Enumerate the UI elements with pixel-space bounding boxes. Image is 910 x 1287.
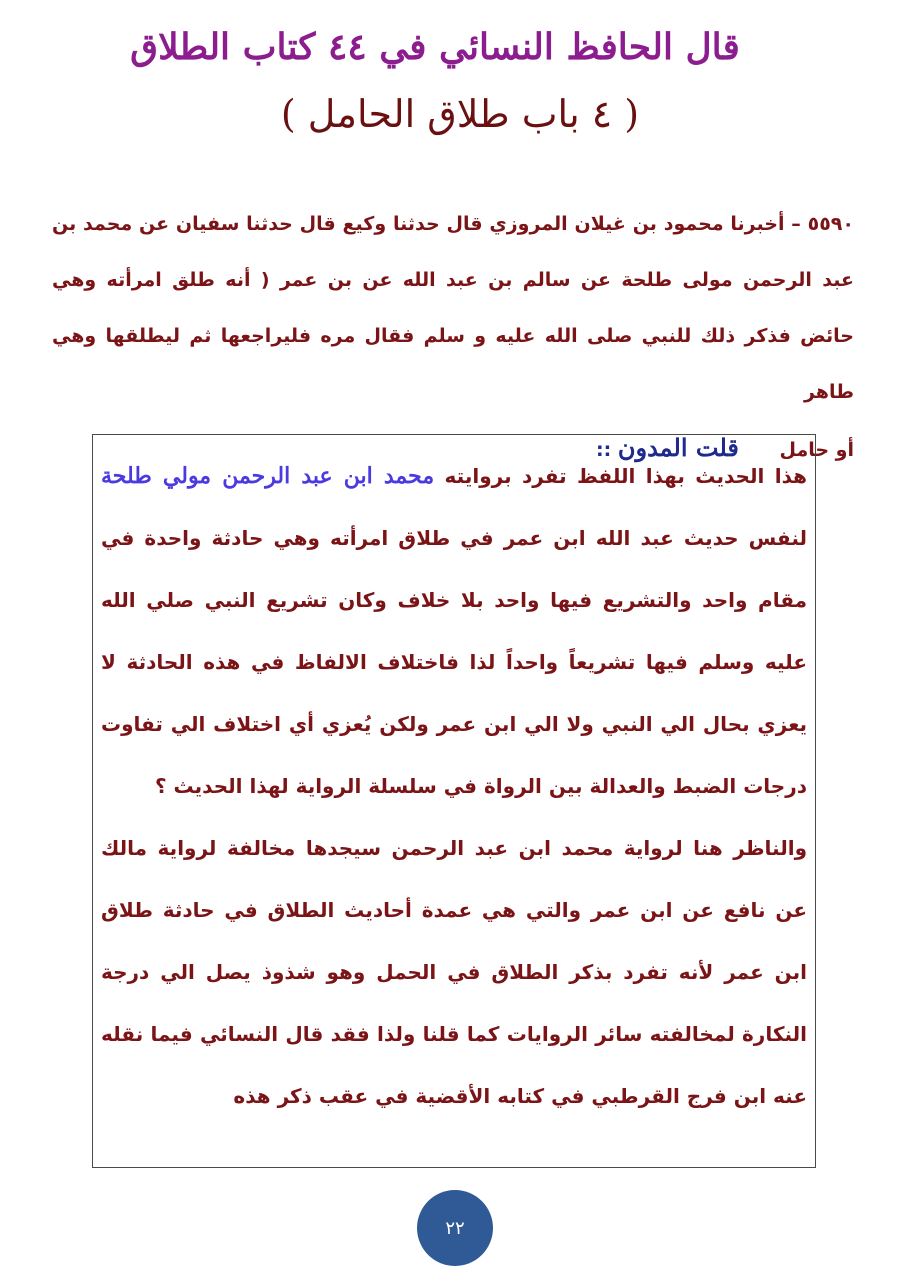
- commentary-p1-rest: لنفس حديث عبد الله ابن عمر في طلاق امرأته وهي حادثة واحدة في مقام واحد والتشريع فيها واحد بلا خلاف وكان تشريع النبي صلي الله عليه وسلم فيها تشريعاً واحداً لذا فاختلاف الالفاظ في هذه الحادثة لا يعزي بحال الي النبي ولا الي ابن عمر ولكن يُعزي أي اختلاف الي تفاوت درجات الضبط والعدالة بين الرواة في سلسلة الرواية لهذا الحديث ؟: [101, 526, 807, 798]
- note-marks: ::: [596, 439, 612, 461]
- hadith-number: ٥٥٩٠ –: [791, 213, 854, 235]
- commentary-text: [101, 445, 807, 1127]
- page-number-badge: [417, 1190, 493, 1266]
- commentary-paragraph-1: [101, 445, 807, 817]
- narrator-highlight: محمد ابن عبد الرحمن مولي طلحة: [101, 463, 435, 489]
- page-title: قال الحافظ النسائي في ٤٤ كتاب الطلاق: [130, 26, 740, 68]
- commentary-paragraph-2: والناظر هنا لرواية محمد ابن عبد الرحمن سيجدها مخالفة لرواية مالك عن نافع عن ابن عمر والتي هي عمدة أحاديث الطلاق في حادثة طلاق ابن عمر لأنه تفرد بذكر الطلاق في الحمل وهو شذوذ يصل الي درجة النكارة لمخالفته سائر الروايات كما قلنا ولذا فقد قال النسائي فيما نقله عنه ابن فرج القرطبي في كتابه الأقضية في عقب ذكر هذه: [101, 836, 807, 1108]
- chapter-subtitle: ( ٤ باب طلاق الحامل ): [280, 92, 640, 136]
- hadith-body: أخبرنا محمود بن غيلان المروزي قال حدثنا وكيع قال حدثنا سفيان عن محمد بن عبد الرحمن مولى طلحة عن سالم بن عبد الله عن بن عمر ( أنه طلق امرأته وهي حائض فذكر ذلك للنبي صلى الله عليه و سلم فقال مره فليراجعها ثم ليطلقها وهي طاهر: [52, 213, 854, 403]
- hadith-ending: أو حامل: [779, 439, 854, 461]
- commentary-intro: هذا الحديث بهذا اللفظ تفرد بروايته: [444, 464, 808, 488]
- page-number: ٢٢: [445, 1217, 465, 1239]
- commentary-box: [92, 434, 816, 1168]
- note-label: قلت المدون: [617, 433, 739, 462]
